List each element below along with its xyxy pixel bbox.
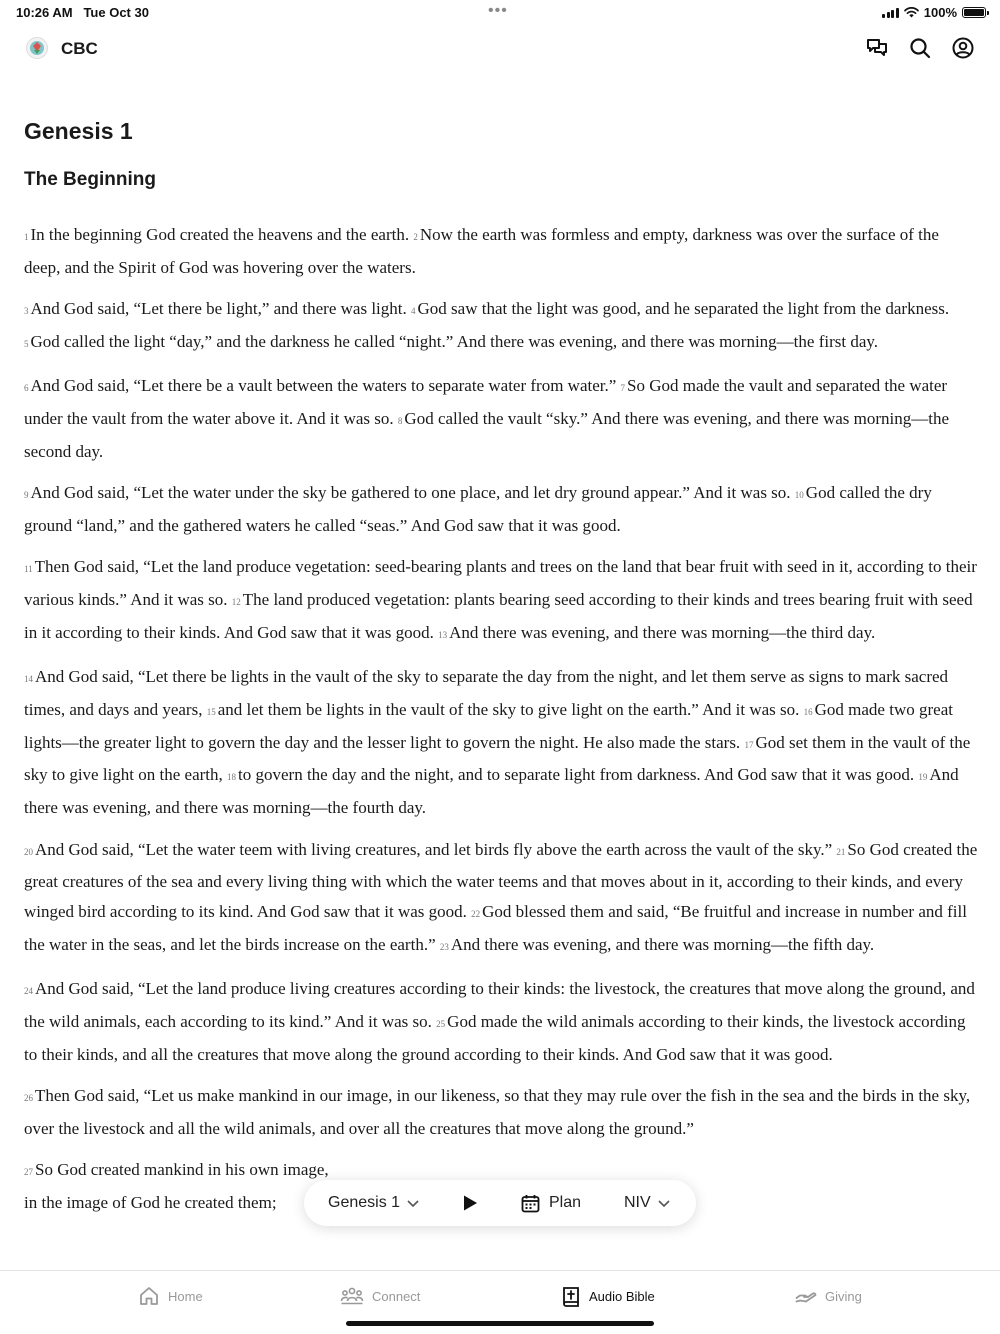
wifi-icon (904, 7, 919, 18)
status-time (16, 5, 149, 20)
verse-text: God blessed them and said, “Be fruitful and increase in number and fill the water in the seas, and let the birds increase on the earth.” (24, 902, 967, 954)
chapter-selector-label: Genesis 1 (328, 1194, 401, 1211)
verse-text: God made two great lights—the greater light to govern the day and the lesser light to govern the night. He also made the stars. (24, 699, 953, 752)
verse-text: God called the light “day,” and the darkness he called “night.” And there was evening, and there was morning—the first day. (30, 331, 879, 351)
verse-text: And there was evening, and there was morning—the fourth day. (24, 765, 959, 818)
verse-text: to govern the day and the night, and to separate light from darkness. And God saw that it was good. (238, 765, 915, 785)
verse-text: God saw that the light was good, and he separated the light from the darkness. (417, 299, 950, 319)
verse-number: 24 (24, 986, 33, 997)
verse-number: 1 (24, 232, 29, 242)
battery-percent: 100% (923, 5, 957, 20)
verse-number: 25 (436, 1019, 446, 1030)
time-text: 10:26 AM (16, 5, 73, 20)
profile-icon[interactable] (951, 36, 975, 60)
passage-paragraph (24, 662, 979, 823)
verse-text: So God created the great creatures of the sea and every living thing with which the water teems and that moves about in it, according to their kinds, and every winged bird according to its kind. And God saw that it was good. (24, 839, 978, 922)
verse-number: 23 (439, 941, 449, 952)
bible-icon (561, 1285, 581, 1307)
verse-text: God set them in the vault of the sky to give light on the earth, (24, 732, 971, 785)
verse-number: 27 (24, 1167, 33, 1178)
tab-audio-bible[interactable] (561, 1285, 655, 1307)
connect-icon (340, 1285, 364, 1307)
verse-number: 9 (24, 490, 29, 501)
tab-label: Giving (825, 1288, 862, 1304)
chevron-down-icon (657, 1198, 671, 1208)
verse-text: And God said, “Let the water teem with living creatures, and let birds fly above the earth across the vault of the sky.” (35, 839, 833, 859)
status-bar (0, 0, 1000, 24)
verse-text: and let them be lights in the vault of the sky to give light on the earth.” And it was so. (217, 699, 800, 719)
verse-text: God called the vault “sky.” And there was evening, and there was morning—the second day. (24, 408, 950, 461)
passage-paragraphs (24, 220, 979, 1144)
verse-text: And there was evening, and there was morning—the fifth day. (450, 934, 875, 954)
verse-text: And God said, “Let there be a vault between the waters to separate water from water.” (30, 376, 617, 396)
verse-number: 8 (397, 415, 403, 426)
play-button[interactable] (461, 1180, 479, 1226)
verse-text: Then God said, “Let the land produce vegetation: seed-bearing plants and trees on the land that bear fruit with seed in it, according to their various kinds.” And it was so. (24, 557, 977, 609)
poetry-line-text: in the image of God he created them; (24, 1193, 277, 1213)
tab-giving[interactable] (795, 1285, 862, 1307)
verse-text: Then God said, “Let us make mankind in our image, in our likeness, so that they may rule over the fish in the sea and the birds in the sky, over the livestock and all the wild animals, and over all the creatures that move along the ground.” (24, 1086, 971, 1138)
verse-number: 13 (438, 629, 448, 640)
verse-number: 11 (24, 564, 33, 575)
verse-number: 15 (206, 706, 216, 717)
calendar-icon (521, 1194, 540, 1213)
verse-number: 4 (411, 306, 416, 317)
verse-number: 17 (744, 739, 754, 750)
top-nav (0, 30, 1000, 66)
version-label: NIV (624, 1194, 651, 1211)
passage-paragraph (24, 371, 979, 466)
poetry-line-text: So God created mankind in his own image, (35, 1160, 329, 1180)
verse-text: And God said, “Let there be lights in the vault of the sky to separate the day from the night, and let them serve as signs to mark sacred times, and days and years, (24, 667, 949, 719)
chapter-title: Genesis 1 (24, 118, 133, 144)
verse-number: 6 (24, 383, 29, 394)
verse-text: And God said, “Let the land produce living creatures according to their kinds: the livestock, the creatures that move along the ground, and the wild animals, each according to its kind.” And it was so. (24, 979, 975, 1032)
verse-text: God made the wild animals according to their kinds, the livestock according to their kinds, and all the creatures that move along the ground according to their kinds. And God saw that it was good. (24, 1012, 966, 1064)
verse-number: 2 (413, 232, 418, 242)
audio-player-bar (304, 1180, 696, 1226)
multitasking-dots-icon[interactable]: ••• (488, 2, 508, 19)
battery-icon (962, 7, 986, 18)
giving-icon (795, 1285, 817, 1307)
play-icon (461, 1194, 479, 1212)
verse-text: And God said, “Let the water under the sky be gathered to one place, and let dry ground appear.” And it was so. (30, 483, 791, 503)
passage-paragraph (24, 552, 979, 650)
verse-number: 16 (803, 706, 813, 717)
passage-paragraph (24, 1081, 979, 1144)
section-heading: The Beginning (24, 169, 156, 190)
tab-home[interactable] (138, 1285, 203, 1307)
search-icon[interactable] (908, 36, 932, 60)
verse-number: 19 (918, 772, 928, 783)
tab-connect[interactable] (340, 1285, 420, 1307)
verse-number: 20 (24, 846, 33, 857)
cellular-signal-icon (882, 8, 899, 18)
date-text: Tue Oct 30 (83, 5, 149, 20)
verse-number: 22 (471, 909, 481, 920)
chapter-selector[interactable] (328, 1180, 420, 1226)
home-icon (138, 1285, 160, 1307)
verse-text: And there was evening, and there was morning—the third day. (449, 622, 876, 642)
verse-number: 7 (620, 383, 626, 394)
app-title: CBC (61, 39, 98, 58)
verse-text: Now the earth was formless and empty, darkness was over the surface of the deep, and the Spirit of God was hovering over the waters. (24, 225, 939, 277)
scripture-content (24, 112, 979, 1229)
verse-text: God called the dry ground “land,” and the gathered waters he called “seas.” And God saw that it was good. (24, 483, 932, 535)
verse-number: 12 (231, 596, 241, 607)
tab-label: Home (168, 1288, 203, 1304)
verse-text: So God made the vault and separated the water under the vault from the water above it. And it was so. (24, 376, 948, 428)
verse-text: In the beginning God created the heavens and the earth. (30, 225, 410, 244)
tab-label: Audio Bible (589, 1288, 655, 1304)
version-selector[interactable] (624, 1180, 671, 1226)
plan-label: Plan (549, 1194, 582, 1211)
passage-paragraph (24, 220, 979, 283)
plan-button[interactable] (521, 1180, 581, 1226)
chat-icon[interactable] (865, 36, 889, 60)
tab-label: Connect (372, 1288, 421, 1304)
verse-number: 21 (836, 846, 846, 857)
passage-paragraph (24, 294, 979, 360)
verse-text: And God said, “Let there be light,” and there was light. (30, 299, 407, 319)
passage-paragraph (24, 478, 979, 541)
verse-number: 10 (794, 490, 804, 501)
status-indicators (882, 5, 986, 20)
passage-paragraph (24, 974, 979, 1069)
church-logo[interactable] (26, 37, 48, 59)
verse-number: 3 (24, 306, 29, 317)
passage-paragraph (24, 835, 979, 963)
chevron-down-icon (406, 1198, 420, 1208)
verse-number: 5 (24, 338, 29, 349)
verse-text: The land produced vegetation: plants bearing seed according to their kinds and trees bearing fruit with seed in it according to their kinds. And God saw that it was good. (24, 589, 973, 642)
verse-number: 26 (24, 1093, 33, 1104)
verse-number: 18 (227, 772, 237, 783)
home-indicator[interactable] (346, 1321, 654, 1326)
verse-number: 14 (24, 674, 33, 685)
